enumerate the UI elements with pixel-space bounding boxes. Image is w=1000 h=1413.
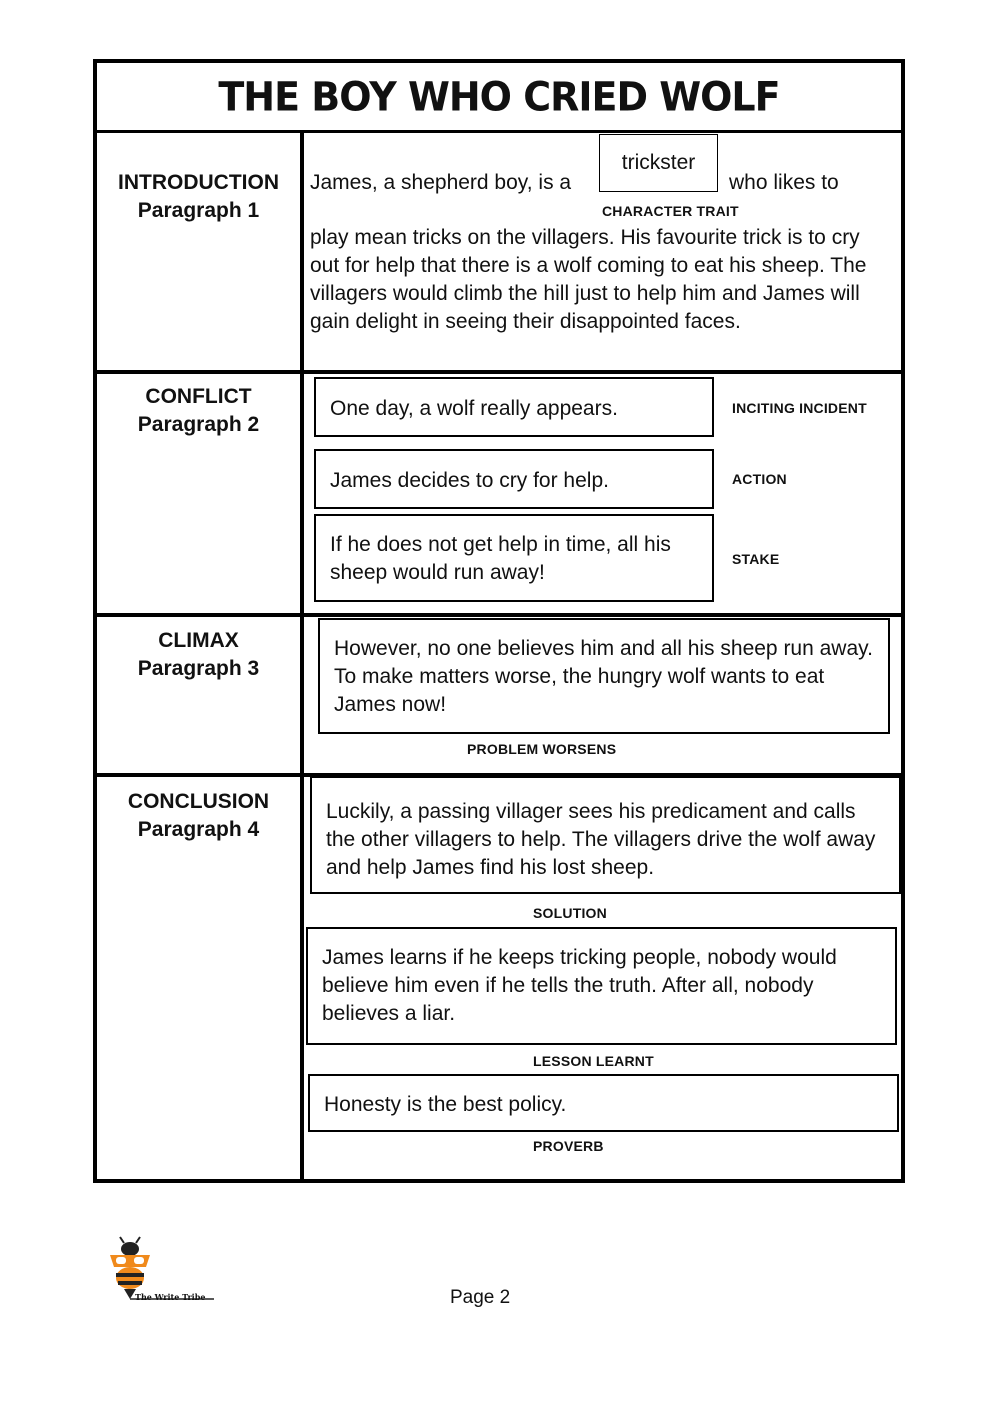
intro-text-rest: play mean tricks on the villagers. His favourite trick is to cry out for help that there is a wolf coming to eat his sheep. The villagers would climb the hill just to help him and James will gain delight in seeing their disappointed faces.: [310, 226, 867, 333]
inciting-incident-box[interactable]: One day, a wolf really appears.: [314, 377, 714, 437]
character-trait-caption: CHARACTER TRAIT: [602, 203, 739, 219]
climax-label: CLIMAX Paragraph 3: [137, 629, 260, 680]
worksheet-title: THE BOY WHO CRIED WOLF: [218, 73, 780, 120]
character-trait-blank[interactable]: trickster: [599, 134, 718, 192]
proverb-box[interactable]: Honesty is the best policy.: [308, 1074, 899, 1132]
problem-worsens-caption: PROBLEM WORSENS: [467, 741, 617, 757]
intro-label: INTRODUCTION Paragraph 1: [118, 171, 279, 222]
page-number: Page 2: [450, 1287, 511, 1308]
problem-worsens-box[interactable]: However, no one believes him and all his sheep run away. To make matters worse, the hungry wolf wants to eat James now!: [318, 618, 890, 734]
divider: [97, 613, 901, 617]
lesson-learnt-caption: LESSON LEARNT: [533, 1053, 654, 1069]
stake-box[interactable]: If he does not get help in time, all his sheep would run away!: [314, 514, 714, 602]
solution-caption: SOLUTION: [533, 905, 607, 921]
stake-caption: STAKE: [732, 551, 780, 567]
divider: [97, 130, 901, 133]
intro-text-before: James, a shepherd boy, is a: [310, 171, 572, 194]
conflict-label: CONFLICT Paragraph 2: [137, 385, 260, 436]
solution-box[interactable]: Luckily, a passing villager sees his predicament and calls the other villagers to help. The villagers drive the wolf away and help James find his lost sheep.: [310, 776, 901, 894]
action-caption: ACTION: [732, 471, 787, 487]
proverb-caption: PROVERB: [533, 1138, 604, 1154]
divider: [97, 370, 901, 374]
logo-text: The Write Tribe: [135, 1292, 206, 1302]
inciting-incident-caption: INCITING INCIDENT: [732, 400, 867, 416]
write-tribe-logo: [108, 1235, 218, 1310]
intro-text-after: who likes to: [729, 171, 839, 194]
conclusion-label: CONCLUSION Paragraph 4: [127, 790, 270, 841]
story-map-table: [93, 59, 905, 1183]
lesson-learnt-box[interactable]: James learns if he keeps tricking people, nobody would believe him even if he tells the truth. After all, nobody believes a liar.: [306, 927, 897, 1045]
action-box[interactable]: James decides to cry for help.: [314, 449, 714, 509]
column-divider: [300, 130, 304, 1183]
